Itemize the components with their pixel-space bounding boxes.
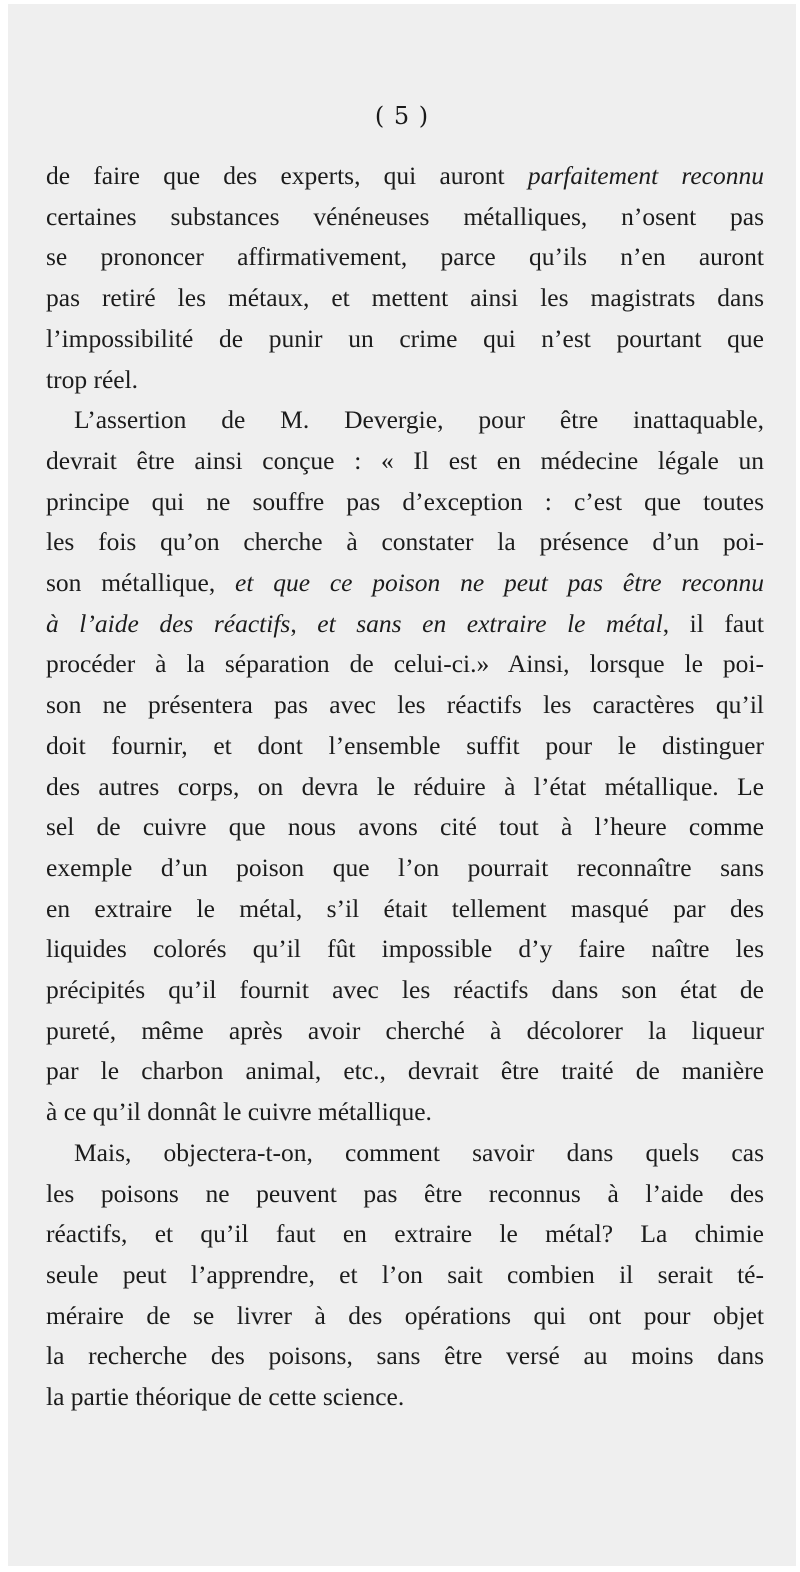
text-line — [46, 482, 764, 523]
text-line — [46, 1255, 764, 1296]
text-line — [46, 1133, 764, 1174]
italic-text: et sans en extraire le métal — [317, 608, 663, 638]
text-line — [46, 644, 764, 685]
text-line — [46, 889, 764, 930]
text-run: certaines substances vénéneuses métalliques, n’osent pas — [46, 201, 764, 231]
text-run: l’impossibilité de punir un crime qui n’est pourtant que — [46, 323, 764, 353]
text-run: , il faut — [662, 608, 764, 638]
text-line — [46, 156, 764, 197]
text-run: seule peut l’apprendre, et l’on sait combien il serait té- — [46, 1259, 764, 1289]
text-line — [46, 1214, 764, 1255]
text-line — [46, 1092, 764, 1133]
text-run: son ne présentera pas avec les réactifs les caractères qu’il — [46, 690, 764, 720]
text-line — [46, 767, 764, 808]
text-run: la recherche des poisons, sans être versé au moins dans — [46, 1341, 764, 1371]
text-run: , — [290, 608, 318, 638]
text-run: méraire de se livrer à des opérations qui ont pour objet — [46, 1300, 764, 1330]
text-run: doit fournir, et dont l’ensemble suffit pour le distinguer — [46, 730, 764, 760]
paragraph — [46, 400, 764, 1133]
text-run: à ce qu’il donnât le cuivre métallique. — [46, 1097, 432, 1127]
text-line — [46, 604, 764, 645]
text-line — [46, 848, 764, 889]
text-run: des autres corps, on devra le réduire à l’état métallique. Le — [46, 771, 764, 801]
text-run: procéder à la séparation de celui-ci.» Ainsi, lorsque le poi- — [46, 649, 764, 679]
text-run: la partie théorique de cette science. — [46, 1382, 405, 1412]
text-line — [46, 360, 764, 401]
text-line — [46, 970, 764, 1011]
text-line — [46, 563, 764, 604]
text-run: en extraire le métal, s’il était tellement masqué par des — [46, 893, 764, 923]
text-line — [46, 278, 764, 319]
italic-text: à l’aide des réactifs — [46, 608, 291, 638]
italic-text: et que ce poison ne peut pas être reconnu — [235, 568, 764, 598]
text-line — [46, 522, 764, 563]
paragraph — [46, 1133, 764, 1418]
text-run: les poisons ne peuvent pas être reconnus à l’aide des — [46, 1178, 764, 1208]
text-line — [46, 237, 764, 278]
text-line — [46, 685, 764, 726]
text-line — [46, 319, 764, 360]
text-run: précipités qu’il fournit avec les réactifs dans son état de — [46, 975, 764, 1005]
book-page — [8, 4, 796, 1566]
text-line — [46, 197, 764, 238]
text-run: les fois qu’on cherche à constater la présence d’un poi- — [46, 527, 764, 557]
text-line — [46, 400, 764, 441]
text-line — [46, 1174, 764, 1215]
text-run: Mais, objectera-t-on, comment savoir dans quels cas — [74, 1137, 764, 1167]
text-run: exemple d’un poison que l’on pourrait reconnaître sans — [46, 852, 764, 882]
text-run: se prononcer affirmativement, parce qu’ils n’en auront — [46, 242, 764, 272]
text-run: sel de cuivre que nous avons cité tout à l’heure comme — [46, 812, 764, 842]
text-run: trop réel. — [46, 364, 139, 394]
italic-text: parfaitement reconnu — [527, 161, 764, 190]
text-line — [46, 929, 764, 970]
text-line — [46, 1336, 764, 1377]
text-line — [46, 441, 764, 482]
body-text — [46, 156, 764, 1418]
text-line — [46, 726, 764, 767]
text-line — [46, 807, 764, 848]
text-run: de faire que des experts, qui auront — [46, 161, 528, 190]
text-line — [46, 1011, 764, 1052]
text-run: réactifs, et qu’il faut en extraire le métal? La chimie — [46, 1219, 764, 1249]
text-run: pas retiré les métaux, et mettent ainsi les magistrats dans — [46, 283, 764, 313]
text-run: L’assertion de M. Devergie, pour être inattaquable, — [74, 405, 764, 435]
text-run: par le charbon animal, etc., devrait être traité de manière — [46, 1056, 764, 1086]
text-line — [46, 1296, 764, 1337]
paragraph — [46, 156, 764, 400]
text-run: son métallique, — [46, 568, 236, 598]
text-line — [46, 1051, 764, 1092]
text-run: devrait être ainsi conçue : « Il est en médecine légale un — [46, 445, 764, 475]
text-line — [46, 1377, 764, 1418]
text-run: pureté, même après avoir cherché à décolorer la liqueur — [46, 1015, 764, 1045]
page-number: ( 5 ) — [374, 102, 430, 130]
text-run: principe qui ne souffre pas d’exception : c’est que toutes — [46, 486, 764, 516]
text-run: liquides colorés qu’il fût impossible d’y faire naître les — [46, 934, 764, 964]
